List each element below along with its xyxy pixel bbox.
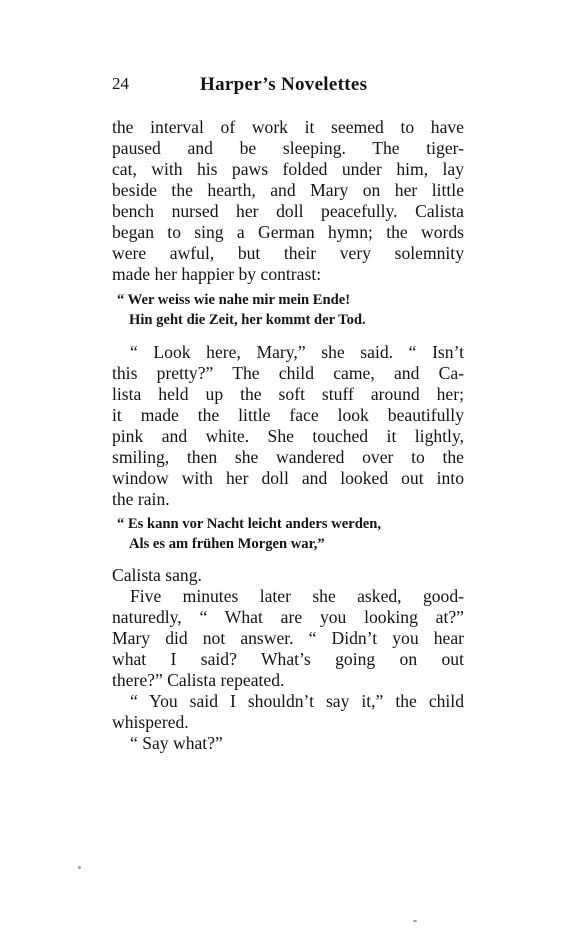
text-line: smiling, then she wandered over to the <box>112 447 464 467</box>
verse-2 <box>117 514 462 554</box>
paragraph-2 <box>112 342 464 510</box>
text-line: began to sing a German hymn; the words <box>112 222 464 242</box>
text-line: paused and be sleeping. The tiger- <box>112 138 464 158</box>
verse-line: “ Wer weiss wie nahe mir mein Ende! <box>117 292 351 308</box>
page-header <box>112 74 464 102</box>
verse-1 <box>117 290 462 330</box>
text-line: “ Say what?” <box>130 733 223 753</box>
text-line: naturedly, “ What are you looking at?” <box>112 607 464 627</box>
text-line: Mary did not answer. “ Didn’t you hear <box>112 628 464 648</box>
paper-speck <box>413 920 417 922</box>
text-line: Calista sang. <box>112 565 202 585</box>
text-line: what I said? What’s going on out <box>112 649 464 669</box>
text-line: there?” Calista repeated. <box>112 670 285 690</box>
text-line: the interval of work it seemed to have <box>112 117 464 137</box>
paragraph-3 <box>112 565 464 754</box>
text-line: bench nursed her doll peacefully. Calista <box>112 201 464 221</box>
verse-line: Als es am frühen Morgen war,” <box>129 536 325 552</box>
text-line: made her happier by contrast: <box>112 264 322 284</box>
text-line: cat, with his paws folded under him, lay <box>112 159 464 179</box>
text-line: were awful, but their very solemnity <box>112 243 464 263</box>
text-line: beside the hearth, and Mary on her little <box>112 180 464 200</box>
text-line: it made the little face look beautifully <box>112 405 464 425</box>
page-number: 24 <box>112 74 129 93</box>
text-line: this pretty?” The child came, and Ca- <box>112 363 464 383</box>
running-title: Harper’s Novelettes <box>200 74 368 95</box>
text-line: lista held up the soft stuff around her; <box>112 384 464 404</box>
verse-line: “ Es kann vor Nacht leicht anders werden, <box>117 516 382 532</box>
text-line: “ You said I shouldn’t say it,” the child <box>130 691 464 711</box>
paragraph-1 <box>112 117 464 285</box>
text-line: “ Look here, Mary,” she said. “ Isn’t <box>130 342 464 362</box>
text-line: whispered. <box>112 712 189 732</box>
text-line: Five minutes later she asked, good- <box>130 586 464 606</box>
paper-speck <box>78 866 81 869</box>
text-line: the rain. <box>112 489 170 509</box>
text-line: window with her doll and looked out into <box>112 468 464 488</box>
text-line: pink and white. She touched it lightly, <box>112 426 464 446</box>
verse-line: Hin geht die Zeit, her kommt der Tod. <box>129 312 366 328</box>
